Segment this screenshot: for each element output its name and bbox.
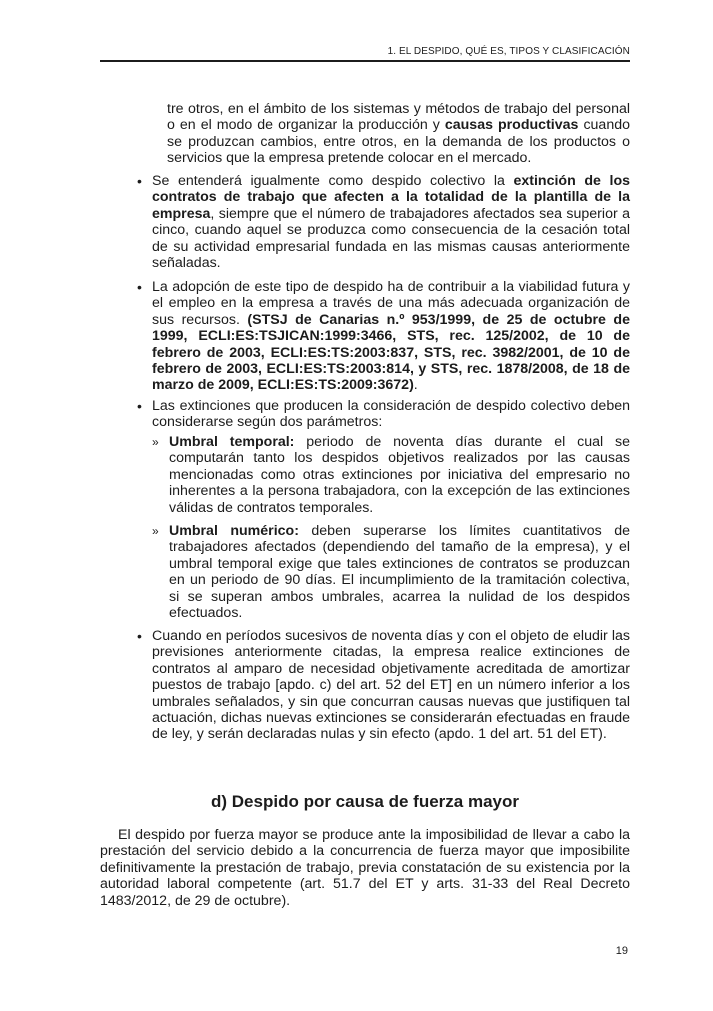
sub-bullet-umbral-temporal xyxy=(169,434,630,516)
bullet-item-parametros xyxy=(152,398,630,431)
bullet-text: La adopción de este tipo de despido ha de contribuir a la viabilidad futura y el empleo en la empresa a través de una más adecuada organización de sus recursos. xyxy=(152,279,630,328)
continuation-bold: causas productivas xyxy=(444,117,579,134)
bullet-item-fraude xyxy=(152,628,630,743)
continuation-text-end: cuando se produzcan cambios, entre otros, en la demanda de los productos o servicios que la empresa pretende colocar en el mercado. xyxy=(167,117,630,167)
header-rule xyxy=(100,60,630,62)
sub-bullet-umbral-numerico xyxy=(169,523,630,621)
sub-bullet-symbol: » xyxy=(152,524,159,538)
bullet-text-end: . xyxy=(413,377,418,394)
running-header: 1. EL DESPIDO, QUÉ ES, TIPOS Y CLASIFICACIÓN xyxy=(387,46,630,57)
bullet-citation-bold: (STSJ de Canarias n.º 953/1999, de 25 de octubre de 1999, ECLI:ES:TSJICAN:1999:3466, STS, rec. 125/2002, de 10 de febrero de 2003, ECLI:ES:TS:2003:837, STS, rec. 3982/2001, de 10 de febrero de 2003, ECLI:ES:TS:2003:814, y STS, rec. 1878/2008, de 18 de marzo de 2009, ECLI:ES:TS:2009:3672) xyxy=(152,311,630,394)
bullet-symbol: • xyxy=(137,398,142,414)
page-number: 19 xyxy=(615,945,628,957)
bullet-bold: extinción de los contratos de trabajo que afecten a la totalidad de la plantilla de la empresa xyxy=(152,173,630,222)
bullet-text: Se entenderá igualmente como despido colectivo la xyxy=(152,173,514,189)
bullet-text: Las extinciones que producen la consideración de despido colectivo deben considerarse según dos parámetros: xyxy=(152,398,630,431)
bullet-item-viabilidad xyxy=(152,279,630,394)
bullet-text-end: , siempre que el número de trabajadores afectados sea superior a cinco, cuando aquel se produzca como consecuencia de la cesación total de su actividad empresarial fundada en las mismas causas anteriormente señaladas. xyxy=(152,205,630,272)
sub-bullet-term: Umbral temporal: xyxy=(169,434,295,450)
continuation-paragraph xyxy=(167,101,630,167)
section-body-paragraph: El despido por fuerza mayor se produce ante la imposibilidad de llevar a cabo la prestación del servicio debido a la concurrencia de fuerza mayor que imposibilite definitivamente la prestación de trabajo, previa constatación de su existencia por la autoridad laboral competente (art. 51.7 del ET y arts. 31-33 del Real Decreto 1483/2012, de 29 de octubre). xyxy=(100,827,630,909)
bullet-text: Cuando en períodos sucesivos de noventa días y con el objeto de eludir las previsiones anteriormente citadas, la empresa realice extinciones de contratos al amparo de necesidad objetivamente acreditada de amortizar puestos de trabajo [apdo. c) del art. 52 del ET] en un número inferior a los umbrales señalados, y sin que concurran causas nuevas que justifiquen tal actuación, dichas nuevas extinciones se considerarán efectuadas en fraude de ley, y serán declaradas nulas y sin efecto (apdo. 1 del art. 51 del ET). xyxy=(152,628,630,743)
bullet-symbol: • xyxy=(137,173,142,189)
sub-bullet-symbol: » xyxy=(152,435,159,449)
bullet-item-plantilla xyxy=(152,173,630,271)
continuation-text: tre otros, en el ámbito de los sistemas y métodos de trabajo del personal o en el modo de organizar la producción y xyxy=(167,101,630,134)
bullet-symbol: • xyxy=(137,279,142,295)
section-heading: d) Despido por causa de fuerza mayor xyxy=(211,792,519,811)
sub-bullet-term: Umbral numérico: xyxy=(169,523,299,539)
sub-bullet-text: periodo de noventa días durante el cual se computarán tanto los despidos objetivos realizados por las causas mencionadas como otras extinciones por iniciativa del empresario no inherentes a la persona trabajadora, con la excepción de las extinciones válidas de contratos temporales. xyxy=(169,434,630,516)
sub-bullet-text: deben superarse los límites cuantitativos de trabajadores afectados (dependiendo del tamaño de la empresa), y el umbral temporal exige que tales extinciones de contratos se produzcan en un periodo de 90 días. El incumplimiento de la tramitación colectiva, si se superan ambos umbrales, acarrea la nulidad de los despidos efectuados. xyxy=(169,523,631,622)
bullet-symbol: • xyxy=(137,628,142,644)
